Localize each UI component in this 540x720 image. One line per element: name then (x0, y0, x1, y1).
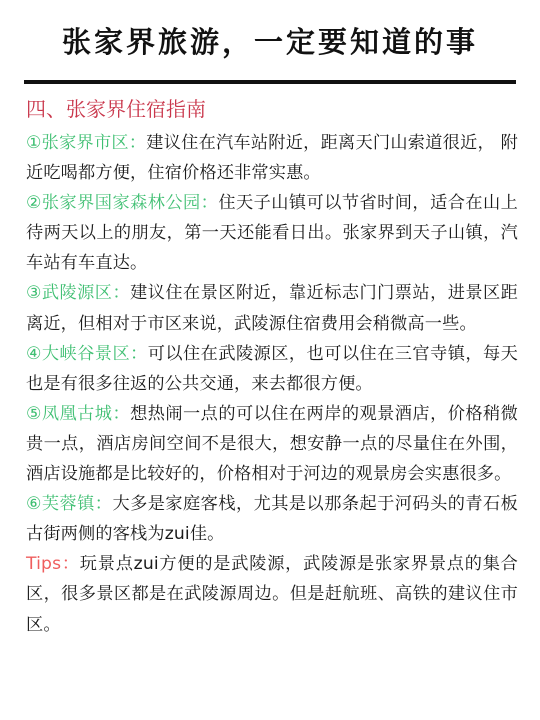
list-item-fenghuang-ancient-town (26, 399, 518, 489)
lodging-guide-list (26, 128, 518, 640)
item-label: ④大峡谷景区： (26, 343, 148, 364)
item-text: 大多是家庭客栈，尤其是以那条起于河码头的青石板古街两侧的客栈为zui佳。 (26, 494, 518, 545)
list-item-wulingyuan (26, 278, 518, 338)
list-item-zhangjiajie-city (26, 128, 518, 188)
item-text: 建议住在景区附近，靠近标志门门票站，进景区距离近，但相对于市区来说，武陵源住宿费用会稍微高一些。 (26, 283, 518, 334)
tips-paragraph (26, 549, 518, 639)
tips-text: 玩景点zui方便的是武陵源，武陵源是张家界景点的集合区，很多景区都是在武陵源周边。但是赶航班、高铁的建议住市区。 (26, 554, 518, 635)
list-item-furong-town (26, 489, 518, 549)
item-text: 建议住在汽车站附近，距离天门山索道很近， 附近吃喝都方便，住宿价格还非常实惠。 (26, 133, 518, 184)
item-label: ①张家界市区： (26, 133, 147, 153)
item-label: ②张家界国家森林公园： (26, 193, 219, 214)
tips-label: Tips： (26, 554, 80, 575)
section-heading: 四、张家界住宿指南 (26, 97, 206, 121)
list-item-grand-canyon (26, 339, 518, 399)
list-item-national-forest-park (26, 188, 518, 278)
title-divider (24, 80, 516, 84)
item-label: ⑥芙蓉镇： (26, 494, 113, 515)
item-label: ③武陵源区： (26, 283, 131, 304)
item-text: 想热闹一点的可以住在两岸的观景酒店，价格稍微贵一点，酒店房间空间不是很大，想安静一点的尽量住在外围，酒店设施都是比较好的，价格相对于河边的观景房会实惠很多。 (26, 403, 518, 485)
item-label: ⑤凤凰古城： (26, 403, 131, 424)
item-text: 住天子山镇可以节省时间，适合在山上待两天以上的朋友，第一天还能看日出。张家界到天子山镇，汽车站有车直达。 (26, 193, 518, 274)
item-text: 可以住在武陵源区，也可以住在三官寺镇，每天也是有很多往返的公共交通，来去都很方便。 (26, 343, 518, 394)
page-title: 张家界旅游，一定要知道的事 (61, 25, 478, 59)
